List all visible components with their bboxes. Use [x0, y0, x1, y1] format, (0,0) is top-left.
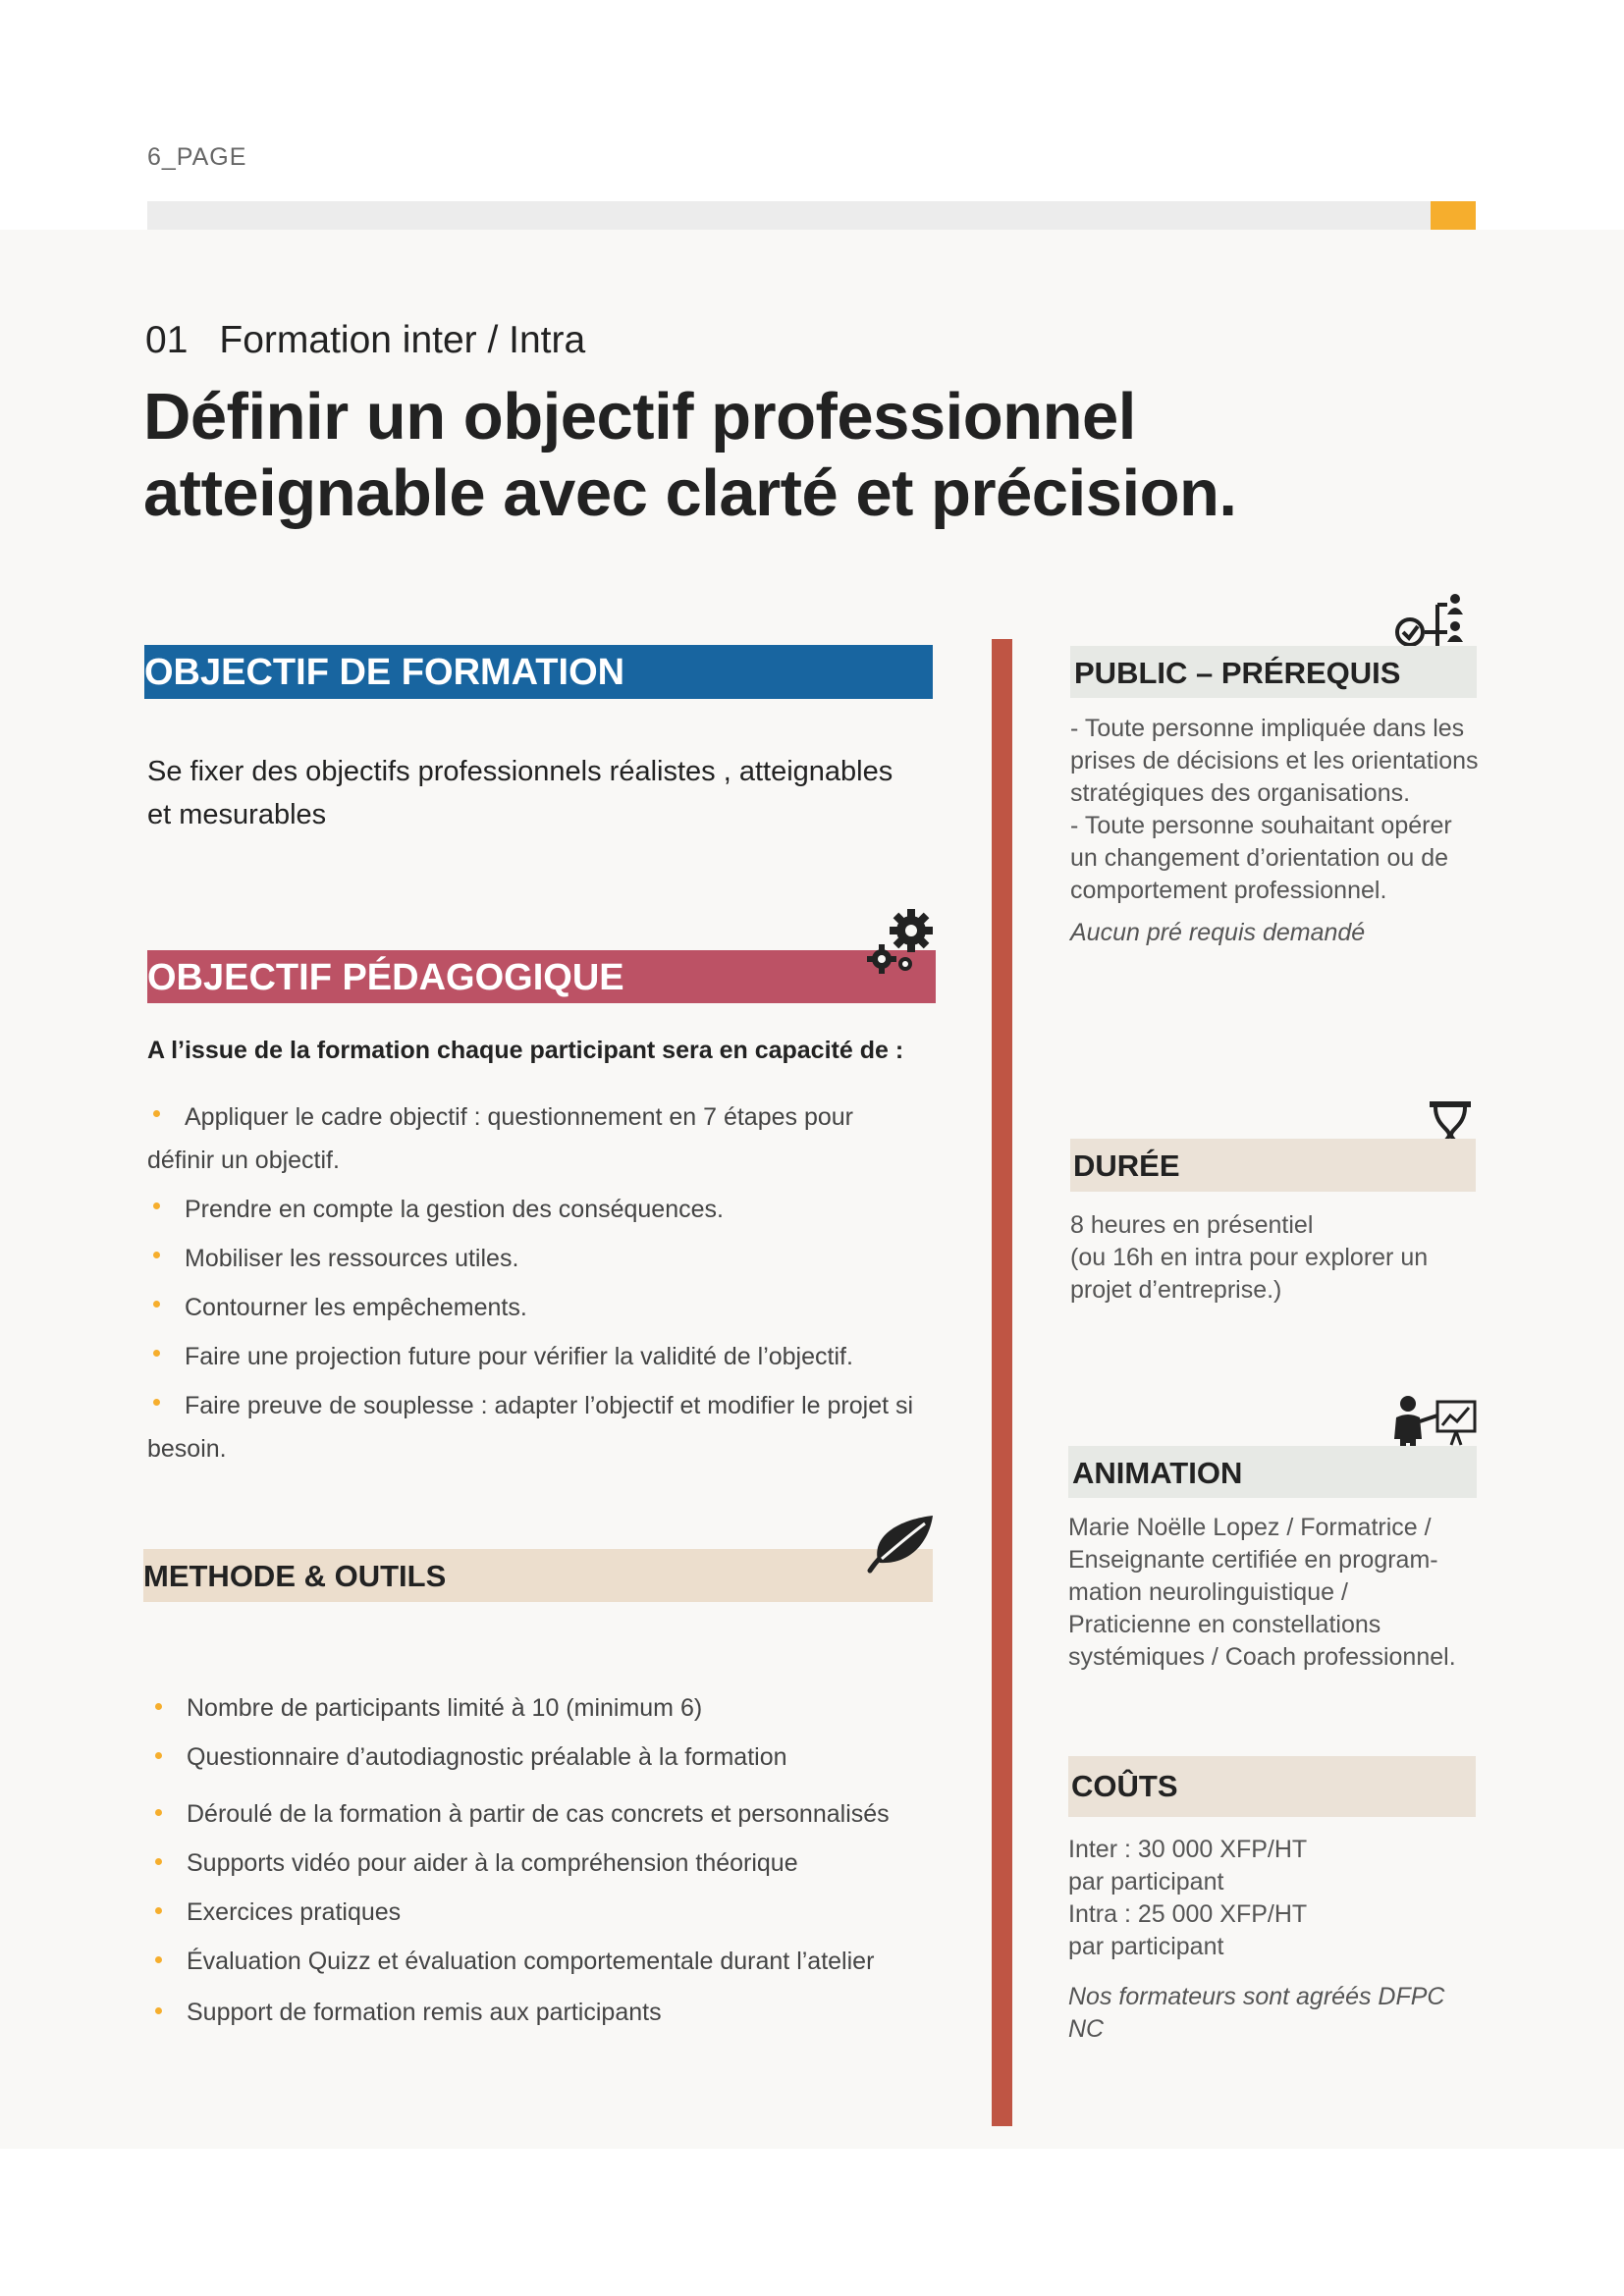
section-number: 01	[145, 319, 189, 361]
list-item: Contourner les empêchements.	[147, 1286, 923, 1329]
list-item: Déroulé de la formation à partir de cas concrets et personnalisés	[149, 1794, 935, 1834]
couts-note: Nos formateurs sont agréés DFPC NC	[1068, 1983, 1445, 2043]
animation-line-2: Enseignante certifiée en program-	[1068, 1546, 1438, 1574]
couts-text	[1068, 1834, 1481, 2046]
page-title-line-2: atteignable avec clarté et précision.	[143, 456, 1237, 530]
list-item: Exercices pratiques	[149, 1893, 935, 1932]
duree-text	[1070, 1209, 1473, 1307]
objectif-pedagogique-intro: A l’issue de la formation chaque participant sera en capacité de :	[147, 1037, 904, 1064]
objectif-formation-heading: OBJECTIF DE FORMATION	[144, 645, 933, 699]
duree-heading: DURÉE	[1070, 1139, 1476, 1192]
list-item: Support de formation remis aux participants	[149, 1993, 935, 2032]
list-item: Faire preuve de souplesse : adapter l’objectif et modifier le projet si besoin.	[147, 1384, 923, 1470]
list-item: Supports vidéo pour aider à la compréhension théorique	[149, 1843, 935, 1883]
methode-list	[149, 1688, 935, 2032]
list-item: Questionnaire d’autodiagnostic préalable à la formation	[149, 1737, 935, 1777]
couts-line-2: par participant	[1068, 1868, 1224, 1896]
section-subtitle-text: Formation inter / Intra	[219, 319, 586, 361]
public-heading: PUBLIC – PRÉREQUIS	[1070, 646, 1477, 698]
page-label: 6_PAGE	[147, 143, 247, 171]
top-bar	[147, 201, 1431, 230]
duree-line-1: 8 heures en présentiel	[1070, 1211, 1314, 1239]
objectif-formation-line-1: Se fixer des objectifs professionnels réalistes , atteignables	[147, 756, 893, 787]
public-text-2: - Toute personne souhaitant opérer un changement d’orientation ou de comportement professionnel.	[1070, 812, 1452, 904]
page-title	[143, 379, 1420, 532]
animation-line-1: Marie Noëlle Lopez / Formatrice /	[1068, 1514, 1432, 1541]
list-item: Mobiliser les ressources utiles.	[147, 1237, 923, 1280]
duree-line-2: (ou 16h en intra pour explorer un projet d’entreprise.)	[1070, 1244, 1429, 1304]
leaf-icon	[864, 1514, 935, 1575]
page-title-line-1: Définir un objectif professionnel	[143, 380, 1136, 454]
couts-heading: COÛTS	[1068, 1756, 1476, 1817]
animation-line-3: mation neurolinguistique /	[1068, 1578, 1348, 1606]
public-text-1: - Toute personne impliquée dans les prises de décisions et les orientations stratégiques des organisations.	[1070, 715, 1479, 807]
list-item: Nombre de participants limité à 10 (minimum 6)	[149, 1688, 935, 1728]
public-note: Aucun pré requis demandé	[1070, 919, 1366, 946]
top-bar-accent	[1431, 201, 1476, 230]
list-item: Prendre en compte la gestion des conséquences.	[147, 1188, 923, 1231]
objectif-pedagogique-list	[147, 1095, 923, 1476]
list-item: Appliquer le cadre objectif : questionnement en 7 étapes pour définir un objectif.	[147, 1095, 923, 1182]
couts-line-4: par participant	[1068, 1933, 1224, 1960]
couts-line-1: Inter : 30 000 XFP/HT	[1068, 1836, 1308, 1863]
public-text	[1070, 713, 1483, 949]
objectif-formation-line-2: et mesurables	[147, 799, 327, 830]
animation-text	[1068, 1512, 1481, 1674]
objectif-formation-text	[147, 750, 893, 836]
animation-line-4: Praticienne en constellations	[1068, 1611, 1381, 1638]
column-divider	[992, 639, 1012, 2126]
section-subtitle	[145, 319, 585, 362]
gears-icon	[862, 905, 937, 980]
animation-line-5: systémiques / Coach professionnel.	[1068, 1643, 1456, 1671]
animation-heading: ANIMATION	[1068, 1446, 1477, 1498]
methode-heading: METHODE & OUTILS	[143, 1549, 933, 1602]
objectif-pedagogique-heading: OBJECTIF PÉDAGOGIQUE	[147, 950, 936, 1003]
couts-line-3: Intra : 25 000 XFP/HT	[1068, 1900, 1308, 1928]
list-item: Évaluation Quizz et évaluation comportementale durant l’atelier	[149, 1942, 935, 1981]
list-item: Faire une projection future pour vérifier la validité de l’objectif.	[147, 1335, 923, 1378]
